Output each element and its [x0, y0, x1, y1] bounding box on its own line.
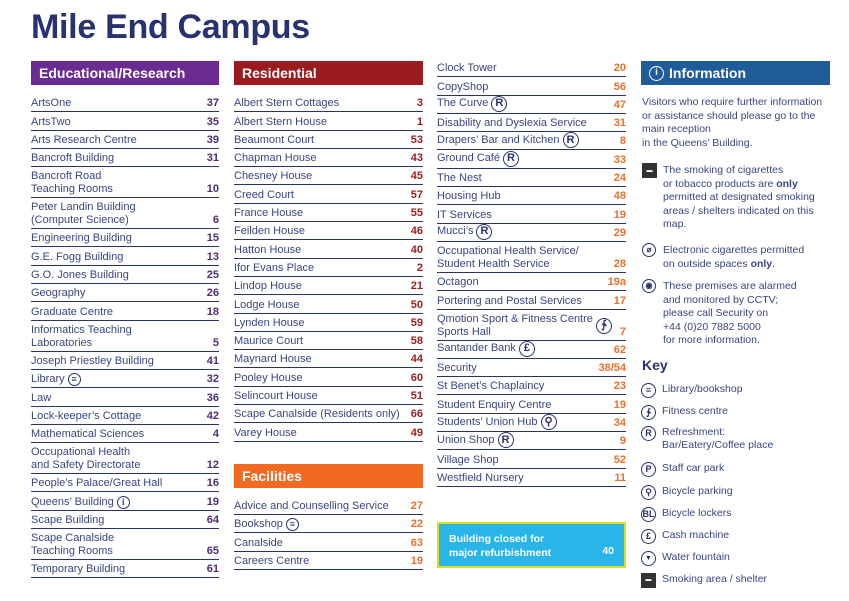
list-item[interactable] — [234, 368, 423, 386]
list-item[interactable] — [234, 277, 423, 295]
item-name: Students’ Union Hub — [437, 415, 538, 428]
item-number: 51 — [410, 390, 423, 403]
item-number: 1 — [416, 115, 423, 128]
list-item[interactable] — [234, 314, 423, 332]
list-item[interactable] — [31, 511, 219, 529]
item-name: G.E. Fogg Building — [31, 250, 124, 263]
item-number: 37 — [206, 97, 219, 110]
list-item[interactable] — [437, 132, 626, 150]
item-number: 11 — [614, 471, 626, 484]
bicycle-icon: ⚲ — [641, 485, 656, 500]
item-name: Peter Landin Building (Computer Science) — [31, 201, 136, 227]
key-title: Key — [642, 357, 668, 373]
item-name: Octagon — [437, 276, 479, 289]
item-name: Occupational Health and Safety Directorate — [31, 446, 141, 472]
cctv-icon: ◉ — [642, 279, 656, 293]
item-name: Mathematical Sciences — [31, 428, 145, 441]
item-name: Geography — [31, 287, 86, 300]
facilities-list — [234, 496, 423, 570]
item-name: Joseph Priestley Building — [31, 354, 154, 367]
item-name: G.O. Jones Building — [31, 269, 129, 282]
list-item[interactable] — [31, 198, 219, 229]
item-name: Portering and Postal Services — [437, 294, 582, 307]
smoking-text-c: permitted at designated smoking areas / shelters indicated on this map. — [663, 191, 815, 230]
information-header-label: Information — [669, 65, 746, 81]
item-name: Occupational Health Service/ Student Health Service — [437, 244, 579, 270]
item-number: 19 — [410, 555, 423, 567]
key-label: Smoking area / shelter — [662, 573, 768, 585]
item-number: 59 — [410, 316, 423, 329]
refreshment-icon: R — [503, 151, 519, 167]
item-number: 5 — [212, 336, 219, 349]
item-name: Creed Court — [234, 188, 294, 201]
item-name: Careers Centre — [234, 555, 310, 567]
item-name: Clock Tower — [437, 62, 497, 75]
list-item[interactable] — [31, 149, 219, 167]
list-item[interactable] — [31, 247, 219, 265]
cctv-sign — [642, 279, 656, 293]
item-name: Selincourt House — [234, 390, 318, 403]
item-name: Chesney House — [234, 170, 313, 183]
item-name: Temporary Building — [31, 563, 126, 576]
smoking-icon: ▬ — [641, 573, 656, 588]
item-name: CopyShop — [437, 80, 489, 93]
list-item[interactable] — [31, 388, 219, 406]
item-name: Bancroft Road Teaching Rooms — [31, 170, 113, 196]
item-name: Lindop House — [234, 280, 302, 293]
list-item[interactable] — [437, 432, 626, 450]
list-item[interactable] — [437, 150, 626, 168]
item-number: 64 — [206, 514, 219, 527]
item-number: 50 — [410, 298, 423, 311]
library-icon: ≡ — [286, 518, 299, 531]
item-name: Village Shop — [437, 453, 499, 466]
list-item[interactable] — [437, 469, 626, 487]
list-item[interactable] — [234, 167, 423, 185]
item-number: 32 — [206, 373, 219, 386]
item-number: 16 — [206, 477, 219, 490]
list-item[interactable] — [31, 112, 219, 130]
item-name: Feilden House — [234, 225, 305, 238]
page-title: Mile End Campus — [31, 8, 310, 46]
item-number: 46 — [410, 225, 423, 238]
item-number: 49 — [410, 426, 423, 439]
list-item[interactable] — [234, 259, 423, 277]
list-item[interactable] — [234, 387, 423, 405]
list-item[interactable] — [31, 407, 219, 425]
list-item[interactable] — [31, 131, 219, 149]
list-item[interactable] — [437, 395, 626, 413]
list-item[interactable] — [437, 291, 626, 309]
item-name: Library — [31, 373, 65, 386]
item-number: 25 — [206, 269, 219, 282]
item-number: 45 — [410, 170, 423, 183]
ecig-sign — [642, 243, 656, 257]
visitors-text: Visitors who require further information or assistance should please go to the main reception in the Queens’ Building. — [642, 96, 823, 149]
list-item[interactable] — [31, 474, 219, 492]
item-name: Security — [437, 362, 477, 375]
item-name: Mucci’s — [437, 225, 474, 238]
info-icon: i — [117, 496, 130, 509]
list-item[interactable] — [234, 131, 423, 149]
item-name: ArtsTwo — [31, 115, 71, 128]
item-number: 35 — [206, 115, 219, 128]
item-number: 38/54 — [598, 362, 626, 375]
item-number: 28 — [613, 257, 626, 270]
list-item[interactable] — [437, 359, 626, 377]
list-item[interactable] — [234, 222, 423, 240]
item-name: Queens’ Building — [31, 495, 114, 508]
item-name: Housing Hub — [437, 190, 501, 203]
item-name: Scape Building — [31, 514, 105, 527]
list-item[interactable] — [234, 112, 423, 130]
item-number: 53 — [410, 133, 423, 146]
list-item[interactable] — [31, 370, 219, 388]
no-smoking-sign — [642, 163, 657, 178]
closed-label: Building closed for major refurbishment — [449, 533, 552, 559]
item-name: Informatics Teaching Laboratories — [31, 323, 132, 349]
residential-list — [234, 94, 423, 442]
item-name: Graduate Centre — [31, 305, 113, 318]
info-icon: i — [649, 66, 664, 81]
ecig-text-c: . — [772, 257, 776, 270]
item-name: Albert Stern Cottages — [234, 97, 340, 110]
list-item[interactable] — [234, 423, 423, 441]
key-item — [641, 383, 743, 398]
list-item[interactable] — [234, 94, 423, 112]
item-name: Disability and Dyslexia Service — [437, 117, 587, 130]
item-number: 65 — [206, 545, 219, 558]
item-number: 19 — [613, 208, 626, 221]
cash-icon: £ — [641, 529, 656, 544]
item-name: Lock-keeper’s Cottage — [31, 409, 142, 422]
item-number: 48 — [613, 190, 626, 203]
list-item[interactable] — [437, 450, 626, 468]
item-number: 19 — [613, 398, 626, 411]
list-item[interactable] — [234, 295, 423, 313]
e-cigarette-icon: ⌀ — [642, 243, 656, 257]
list-item[interactable] — [437, 310, 626, 341]
key-item — [641, 405, 728, 420]
key-label: Bicycle parking — [662, 485, 733, 497]
item-name: Pooley House — [234, 371, 303, 384]
general-list — [437, 59, 626, 487]
list-item[interactable] — [31, 167, 219, 198]
smoking-icon: ▬ — [642, 163, 657, 178]
item-number: 9 — [619, 435, 626, 448]
item-number: 23 — [613, 380, 626, 393]
key-item — [641, 529, 729, 544]
item-name: Canalside — [234, 536, 283, 549]
item-number: 41 — [206, 354, 219, 367]
list-item[interactable] — [437, 224, 626, 242]
list-item[interactable] — [31, 425, 219, 443]
fitness-icon: ∱ — [641, 405, 656, 420]
list-item[interactable] — [234, 332, 423, 350]
item-name: Ifor Evans Place — [234, 261, 315, 274]
library-icon: ≡ — [641, 383, 656, 398]
item-number: 15 — [206, 232, 219, 245]
item-number: 43 — [410, 152, 423, 165]
list-item[interactable] — [31, 302, 219, 320]
list-item[interactable] — [31, 284, 219, 302]
item-name: Maynard House — [234, 353, 312, 366]
item-name: Albert Stern House — [234, 115, 327, 128]
item-name: Maurice Court — [234, 335, 304, 348]
item-name: Arts Research Centre — [31, 133, 137, 146]
item-number: 36 — [206, 391, 219, 404]
refreshment-icon: R — [641, 426, 656, 441]
item-name: People’s Palace/Great Hall — [31, 477, 163, 490]
item-number: 33 — [613, 153, 626, 166]
item-number: 61 — [206, 563, 219, 576]
list-item[interactable] — [31, 443, 219, 474]
closed-building-box — [437, 522, 626, 568]
item-number: 2 — [416, 261, 423, 274]
item-number: 4 — [212, 428, 219, 441]
item-number: 19 — [206, 495, 219, 508]
item-number: 18 — [206, 305, 219, 318]
list-item[interactable] — [437, 377, 626, 395]
list-item[interactable] — [437, 96, 626, 114]
item-name: Varey House — [234, 426, 297, 439]
item-number: 62 — [613, 343, 626, 356]
list-item[interactable] — [437, 242, 626, 273]
residential-column — [234, 61, 423, 442]
item-number: 31 — [206, 152, 219, 165]
list-item[interactable] — [234, 240, 423, 258]
list-item[interactable] — [437, 341, 626, 359]
list-item[interactable] — [437, 205, 626, 223]
item-number: 44 — [410, 353, 423, 366]
bicycle-icon: ⚲ — [541, 414, 557, 430]
item-name: Drapers’ Bar and Kitchen — [437, 133, 560, 146]
list-item[interactable] — [234, 149, 423, 167]
item-number: 40 — [410, 243, 423, 256]
key-item — [641, 551, 730, 566]
item-name: Hatton House — [234, 243, 302, 256]
item-name: Engineering Building — [31, 232, 132, 245]
water-icon: ▼ — [641, 551, 656, 566]
item-name: Lodge House — [234, 298, 300, 311]
item-name: The Nest — [437, 172, 482, 185]
smoking-text — [663, 164, 833, 232]
list-item[interactable] — [31, 352, 219, 370]
list-item[interactable] — [31, 229, 219, 247]
list-item[interactable] — [234, 496, 423, 515]
key-label: Refreshment: Bar/Eatery/Coffee place — [662, 426, 774, 451]
list-item[interactable] — [31, 94, 219, 112]
item-name: Student Enquiry Centre — [437, 398, 552, 411]
list-item[interactable] — [31, 266, 219, 284]
item-number: 17 — [613, 294, 626, 307]
item-number: 20 — [613, 62, 626, 75]
residential-header: Residential — [234, 61, 423, 85]
smoking-text-only: only — [776, 177, 798, 190]
item-name: Scape Canalside (Residents only) — [234, 408, 400, 421]
key-label: Water fountain — [662, 551, 730, 563]
key-label: Library/bookshop — [662, 383, 743, 395]
cash-icon: £ — [519, 341, 535, 357]
list-item[interactable] — [234, 405, 423, 423]
item-name: St Benet’s Chaplaincy — [437, 380, 545, 393]
list-item[interactable] — [31, 560, 219, 578]
educational-column — [31, 61, 219, 578]
list-item[interactable] — [31, 492, 219, 510]
item-number: 26 — [206, 287, 219, 300]
cctv-text: These premises are alarmed and monitored by CCTV; please call Security on +44 (0)20 7882 5000 for more information. — [663, 280, 797, 346]
refreshment-icon: R — [491, 96, 507, 112]
item-name: Qmotion Sport & Fitness Centre Sports Hall — [437, 312, 593, 338]
list-item[interactable] — [234, 350, 423, 368]
item-name: The Curve — [437, 97, 489, 110]
item-name: IT Services — [437, 208, 492, 221]
ecig-text — [663, 244, 833, 271]
key-item — [641, 507, 731, 522]
item-number: 39 — [206, 133, 219, 146]
key-item — [641, 573, 767, 588]
item-number: 58 — [410, 335, 423, 348]
key-label: Cash machine — [662, 529, 730, 541]
list-item[interactable] — [437, 77, 626, 95]
key-label: Staff car park — [662, 462, 725, 474]
item-name: France House — [234, 207, 304, 220]
item-number: 57 — [410, 188, 423, 201]
list-item[interactable] — [437, 114, 626, 132]
key-label: Fitness centre — [662, 405, 728, 417]
item-number: 56 — [613, 80, 626, 93]
item-number: 24 — [613, 172, 626, 185]
list-item[interactable] — [234, 533, 423, 552]
item-number: 10 — [206, 183, 219, 196]
item-number: 31 — [613, 117, 626, 130]
item-name: Westfield Nursery — [437, 471, 524, 484]
item-number: 3 — [416, 97, 423, 110]
item-name: Chapman House — [234, 152, 317, 165]
list-item[interactable] — [31, 529, 219, 560]
list-item[interactable] — [437, 414, 626, 432]
ecig-text-only: only — [750, 257, 773, 270]
ecig-text-a: Electronic cigarettes permitted on outside spaces — [663, 244, 805, 270]
closed-number: 40 — [602, 545, 614, 557]
item-name: Union Shop — [437, 433, 495, 446]
bicycle-locker-icon: BL — [641, 507, 656, 522]
item-number: 8 — [619, 135, 626, 148]
item-name: Beaumont Court — [234, 133, 315, 146]
list-item[interactable] — [437, 169, 626, 187]
parking-icon: P — [641, 462, 656, 477]
list-item[interactable] — [437, 187, 626, 205]
item-number: 34 — [613, 417, 626, 430]
library-icon: ≡ — [68, 373, 81, 386]
item-name: ArtsOne — [31, 97, 72, 110]
item-name: Scape Canalside Teaching Rooms — [31, 532, 115, 558]
list-item[interactable] — [234, 552, 423, 571]
item-number: 6 — [212, 214, 219, 227]
item-name: Bookshop — [234, 518, 283, 530]
item-number: 22 — [410, 518, 423, 530]
facilities-header: Facilities — [234, 464, 423, 488]
item-number: 7 — [619, 325, 626, 338]
key-item — [641, 462, 724, 477]
item-number: 55 — [410, 207, 423, 220]
key-item — [641, 426, 773, 452]
list-item[interactable] — [234, 515, 423, 534]
item-number: 21 — [410, 280, 423, 293]
educational-list — [31, 94, 219, 578]
list-item[interactable] — [234, 204, 423, 222]
key-item — [641, 485, 733, 500]
list-item[interactable] — [234, 185, 423, 203]
item-number: 29 — [613, 226, 626, 239]
refreshment-icon: R — [563, 132, 579, 148]
item-name: Ground Café — [437, 152, 500, 165]
item-name: Bancroft Building — [31, 152, 115, 165]
item-number: 52 — [613, 453, 626, 466]
refreshment-icon: R — [498, 432, 514, 448]
item-number: 27 — [410, 499, 423, 512]
item-number: 66 — [410, 408, 423, 421]
key-label: Bicycle lockers — [662, 507, 732, 519]
educational-header: Educational/Research — [31, 61, 219, 85]
item-number: 19a — [607, 276, 626, 289]
item-number: 42 — [206, 409, 219, 422]
item-name: Law — [31, 391, 52, 404]
fitness-icon: ∱ — [596, 318, 612, 334]
item-number: 13 — [206, 250, 219, 263]
item-name: Advice and Counselling Service — [234, 499, 389, 512]
refreshment-icon: R — [476, 224, 492, 240]
item-name: Santander Bank — [437, 342, 516, 355]
list-item[interactable] — [31, 321, 219, 352]
facilities-column — [234, 464, 423, 570]
item-name: Lynden House — [234, 316, 305, 329]
general-column — [437, 59, 626, 487]
item-number: 60 — [410, 371, 423, 384]
list-item[interactable] — [437, 273, 626, 291]
item-number: 63 — [410, 536, 423, 549]
list-item[interactable] — [437, 59, 626, 77]
information-header — [641, 61, 830, 85]
item-number: 12 — [206, 459, 219, 472]
smoking-text-a: The smoking of cigarettes or tobacco products are — [663, 164, 784, 190]
item-number: 47 — [613, 98, 626, 111]
